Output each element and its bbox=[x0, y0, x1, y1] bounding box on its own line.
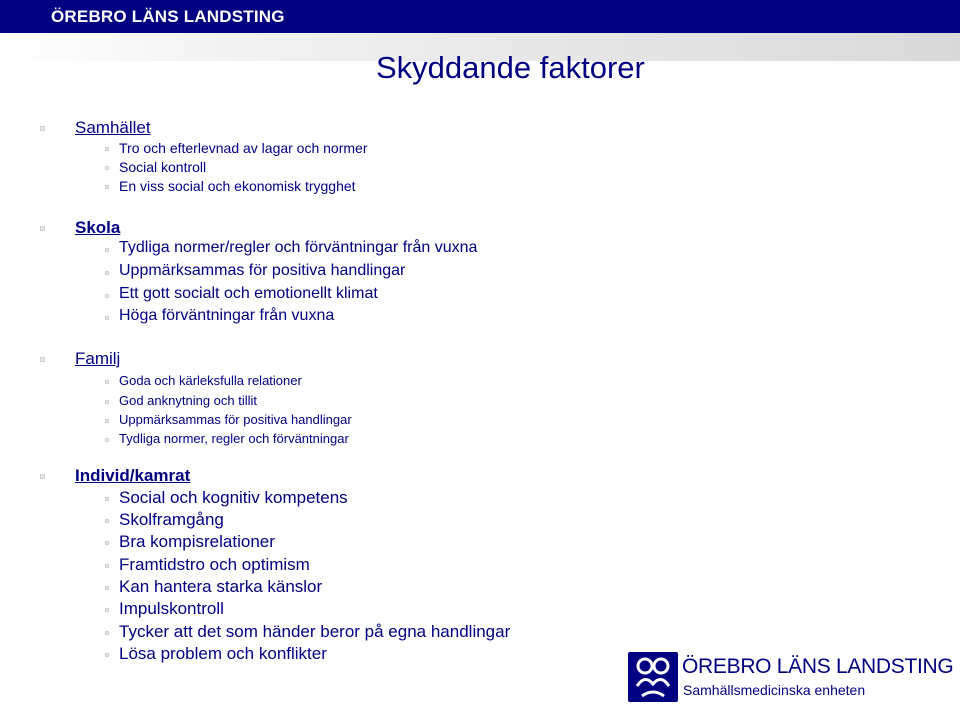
bullet-icon bbox=[105, 380, 109, 384]
list-item: God anknytning och tillit bbox=[119, 393, 258, 408]
bullet-icon bbox=[105, 294, 109, 298]
list-item: Framtidstro och optimism bbox=[119, 555, 310, 574]
bullet-icon bbox=[105, 166, 109, 170]
list-item: Social kontroll bbox=[119, 159, 207, 175]
bullet-icon bbox=[105, 147, 109, 151]
list-item: Uppmärksammas för positiva handlingar bbox=[119, 412, 352, 427]
list-item: Höga förväntningar från vuxna bbox=[119, 307, 335, 324]
list-item: Bra kompisrelationer bbox=[119, 532, 275, 551]
list-item: Lösa problem och konflikter bbox=[119, 644, 327, 663]
bullet-icon bbox=[105, 271, 109, 275]
section-heading: Skola bbox=[75, 218, 121, 237]
bullet-icon bbox=[105, 419, 109, 423]
list-item: Tycker att det som händer beror på egna handlingar bbox=[119, 622, 511, 641]
slide-title: Skyddande faktorer bbox=[376, 50, 645, 85]
list-item: Impulskontroll bbox=[119, 599, 224, 618]
bullet-icon bbox=[40, 126, 45, 131]
bullet-icon bbox=[105, 438, 109, 442]
bullet-icon bbox=[105, 185, 109, 189]
list-item: Ett gott socialt och emotionellt klimat bbox=[119, 285, 378, 302]
section-heading: Familj bbox=[75, 349, 121, 368]
county-council-logo-icon bbox=[628, 652, 678, 702]
section-heading: Individ/kamrat bbox=[75, 466, 191, 485]
logo-subtitle: Samhällsmedicinska enheten bbox=[683, 682, 866, 698]
list-item: Tydliga normer, regler och förväntningar bbox=[119, 431, 349, 446]
bullet-icon bbox=[40, 226, 45, 231]
bullet-icon bbox=[105, 497, 109, 501]
bullet-icon bbox=[105, 608, 109, 612]
bullet-icon bbox=[105, 316, 109, 320]
list-item: Goda och kärleksfulla relationer bbox=[119, 373, 302, 388]
bullet-icon bbox=[105, 400, 109, 404]
list-item: Skolframgång bbox=[119, 510, 224, 529]
bullet-icon bbox=[40, 357, 45, 362]
section-heading: Samhället bbox=[75, 118, 151, 137]
bullet-icon bbox=[105, 248, 109, 252]
bullet-icon bbox=[105, 564, 109, 568]
org-name: ÖREBRO LÄNS LANDSTING bbox=[51, 7, 285, 26]
logo-org-name: ÖREBRO LÄNS LANDSTING bbox=[682, 655, 954, 678]
bullet-icon bbox=[40, 474, 45, 479]
bullet-icon bbox=[105, 586, 109, 590]
list-item: Tro och efterlevnad av lagar och normer bbox=[119, 140, 368, 156]
list-item: Social och kognitiv kompetens bbox=[119, 488, 348, 507]
bullet-icon bbox=[105, 541, 109, 545]
list-item: Kan hantera starka känslor bbox=[119, 577, 323, 596]
bullet-icon bbox=[105, 653, 109, 657]
header-bar bbox=[0, 0, 960, 33]
bullet-icon bbox=[105, 631, 109, 635]
list-item: Uppmärksammas för positiva handlingar bbox=[119, 262, 406, 279]
bullet-icon bbox=[105, 519, 109, 523]
list-item: En viss social och ekonomisk trygghet bbox=[119, 178, 356, 194]
list-item: Tydliga normer/regler och förväntningar från vuxna bbox=[119, 239, 478, 256]
